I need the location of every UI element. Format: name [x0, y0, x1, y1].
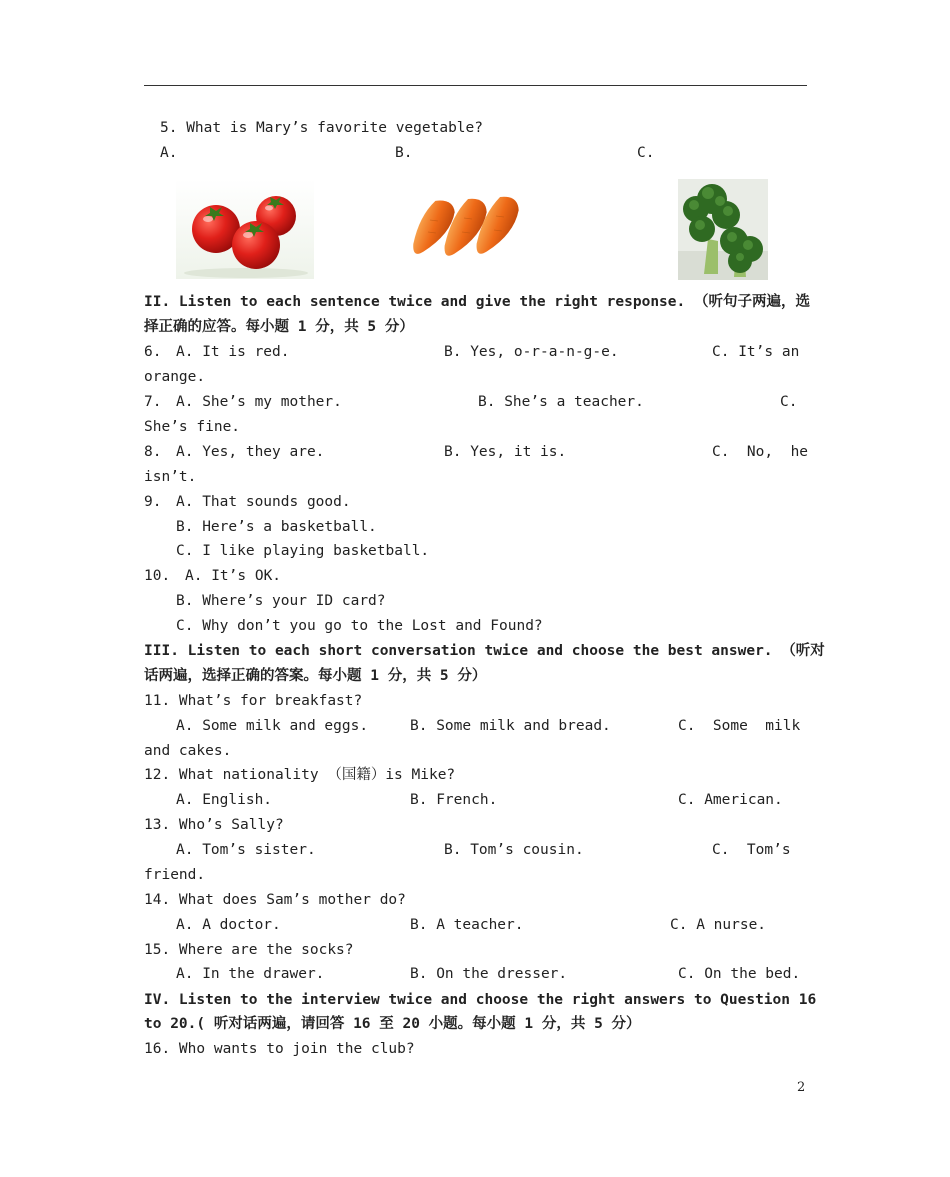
q13-question: 13. Who’s Sally? — [144, 817, 284, 833]
q10-option-b: B. Where’s your ID card? — [176, 593, 386, 609]
q14-option-a: A. A doctor. — [176, 917, 281, 933]
page-number: 2 — [797, 1080, 806, 1095]
q12-option-b: B. French. — [410, 792, 498, 808]
q8-option-b: B. Yes, it is. — [444, 444, 567, 460]
q11-option-b: B. Some milk and bread. — [410, 718, 611, 734]
q12-question: 12. What nationality （国籍）is Mike? — [144, 767, 456, 783]
q5-option-c-label: C. — [637, 145, 655, 161]
q13-option-c-continued: friend. — [144, 867, 206, 883]
q12-option-c: C. American. — [678, 792, 783, 808]
q5-option-a-label: A. — [160, 145, 178, 161]
q7-option-a: A. She’s my mother. — [176, 394, 342, 410]
q5-option-b-label: B. — [395, 145, 413, 161]
q6-option-b: B. Yes, o-r-a-n-g-e. — [444, 344, 619, 360]
broccoli-image — [678, 179, 768, 280]
q14-question: 14. What does Sam’s mother do? — [144, 892, 406, 908]
q16-question: 16. Who wants to join the club? — [144, 1041, 415, 1057]
q10-option-c: C. Why don’t you go to the Lost and Found? — [176, 618, 543, 634]
q13-option-b: B. Tom’s cousin. — [444, 842, 584, 858]
q14-option-c: C. A nurse. — [670, 917, 767, 933]
q6-number: 6. — [144, 344, 162, 360]
q13-option-a: A. Tom’s sister. — [176, 842, 316, 858]
q6-option-a: A. It is red. — [176, 344, 290, 360]
q8-option-c: C. No, he — [712, 444, 809, 460]
q15-option-b: B. On the dresser. — [410, 966, 568, 982]
section-2-heading-line2: 择正确的应答。每小题 1 分，共 5 分） — [144, 319, 414, 335]
q14-option-b: B. A teacher. — [410, 917, 524, 933]
q11-question: 11. What’s for breakfast? — [144, 693, 363, 709]
q11-option-c-continued: and cakes. — [144, 743, 232, 759]
section-4-heading-line2: to 20.( 听对话两遍，请回答 16 至 20 小题。每小题 1 分，共 5 分） — [144, 1016, 641, 1032]
q13-option-c: C. Tom’s — [712, 842, 791, 858]
q15-option-a: A. In the drawer. — [176, 966, 325, 982]
section-3-heading-line2: 话两遍，选择正确的答案。每小题 1 分，共 5 分） — [144, 668, 487, 684]
q12-option-a: A. English. — [176, 792, 273, 808]
q8-number: 8. — [144, 444, 162, 460]
q9-option-b: B. Here’s a basketball. — [176, 519, 377, 535]
q9-option-a: A. That sounds good. — [176, 494, 351, 510]
q6-option-c-continued: orange. — [144, 369, 206, 385]
q10-option-a: A. It’s OK. — [185, 568, 282, 584]
q11-option-c: C. Some milk — [678, 718, 801, 734]
question-5: 5. What is Mary’s favorite vegetable? — [160, 120, 484, 136]
q11-option-a: A. Some milk and eggs. — [176, 718, 369, 734]
header-rule — [144, 85, 807, 86]
q15-question: 15. Where are the socks? — [144, 942, 354, 958]
tomato-image — [176, 179, 314, 279]
q7-option-b: B. She’s a teacher. — [478, 394, 644, 410]
q9-number: 9. — [144, 494, 162, 510]
section-2-heading-line1: II. Listen to each sentence twice and give the right response. （听句子两遍，选 — [144, 294, 810, 310]
section-3-heading-line1: III. Listen to each short conversation twice and choose the best answer. （听对 — [144, 643, 825, 659]
q6-option-c: C. It’s an — [712, 344, 800, 360]
q15-option-c: C. On the bed. — [678, 966, 801, 982]
section-4-heading-line1: IV. Listen to the interview twice and choose the right answers to Question 16 — [144, 992, 817, 1008]
q10-number: 10. — [144, 568, 171, 584]
q8-option-a: A. Yes, they are. — [176, 444, 325, 460]
q7-option-c: C. — [780, 394, 798, 410]
q8-option-c-continued: isn’t. — [144, 469, 197, 485]
q7-number: 7. — [144, 394, 162, 410]
q9-option-c: C. I like playing basketball. — [176, 543, 430, 559]
carrot-image — [412, 192, 524, 268]
q7-option-c-continued: She’s fine. — [144, 419, 241, 435]
